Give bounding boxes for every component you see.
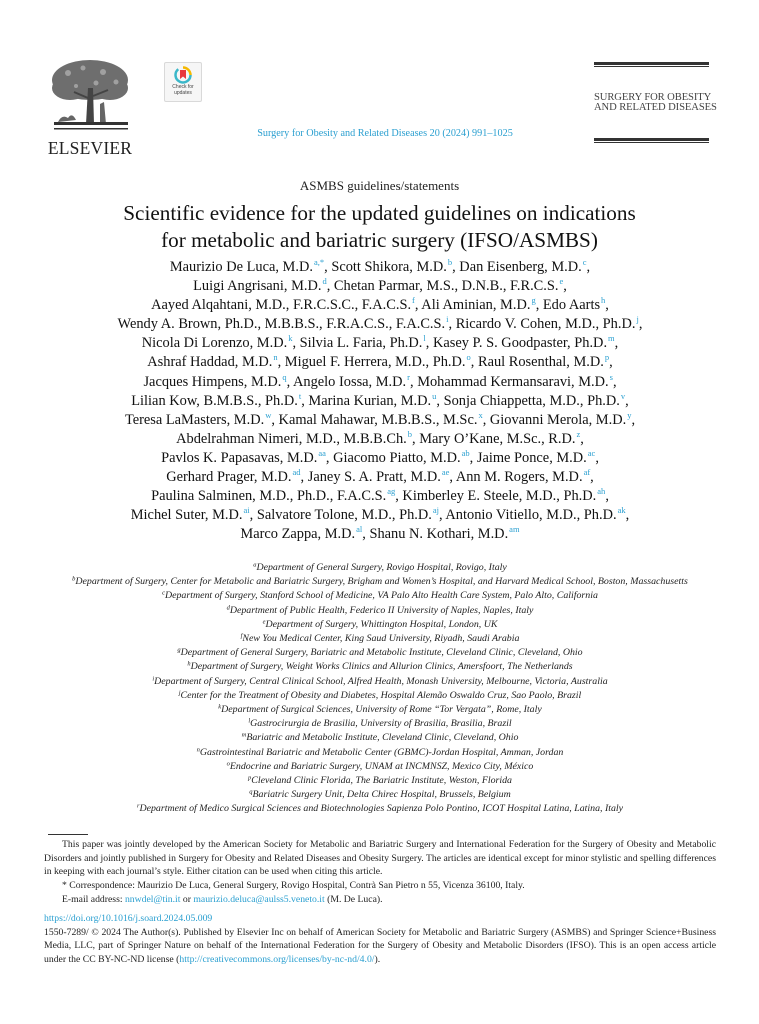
affiliation-ref-link[interactable]: ab [461,447,470,458]
affiliation-ref-link[interactable]: u [432,390,437,401]
author-name: Marina Kurian, M.D. [308,392,432,409]
affiliation-ref-link[interactable]: am [509,524,520,535]
affiliation-ref-link[interactable]: d [322,276,327,287]
affiliation-key: o [226,760,230,768]
author-line: Teresa LaMasters, M.D.$^w$, Kamal Mahawar, M.B.B.S., M.Sc.$^x$, Giovanni Merola, M.D.$^y$, [124,409,636,428]
affiliation-ref-link[interactable]: c [582,257,587,267]
affiliation-ref-link[interactable]: n [273,352,278,363]
author-name: Gerhard Prager, M.D. [166,469,292,486]
author-name: Jacques Himpens, M.D. [143,373,282,390]
check-for-updates-label [165,85,201,96]
affiliation-ref-link[interactable]: ae [441,467,450,478]
correspondence-note: * Correspondence: Maurizio De Luca, General Surgery, Rovigo Hospital, Contrà San Pietro n 55, Vicenza 36100, Italy. [62,880,525,892]
author-name: Aayed Alqahtani, M.D., F.R.C.S.C., F.A.C.S. [151,297,412,314]
elsevier-tree-icon [48,58,132,136]
author-line: Jacques Himpens, M.D.$^q$, Angelo Iossa, M.D.$^r$, Mohammad Kermansaravi, M.D.$^s$, [143,371,617,390]
affiliation-ref-link[interactable]: b [407,428,412,439]
affiliation-item [50,589,710,603]
affiliation-item [50,760,710,774]
affiliation-item [50,632,710,646]
check-for-updates-button[interactable] [164,62,202,102]
affiliation-key: p [247,774,252,782]
crossmark-icon [174,66,192,84]
email-label: E-mail address: [62,893,125,905]
author-line: Nicola Di Lorenzo, M.D.$^k$, Silvia L. Faria, Ph.D.$^l$, Kasey P. S. Goodpaster, Ph.D.$^m$, [141,333,619,352]
affiliation-key: g [177,646,181,654]
affiliation-text: Department of Surgery, Whittington Hospital, London, UK [265,618,498,630]
affiliation-item [50,561,710,575]
affiliation-key: i [152,675,155,683]
author-name: Pavlos K. Papasavas, M.D. [161,449,318,466]
author-name: Marco Zappa, M.D. [240,526,356,543]
affiliation-text: Department of Public Health, Federico II University of Naples, Naples, Italy [229,604,534,616]
email-or: or [180,893,194,905]
license-link[interactable]: http://creativecommons.org/licenses/by-nc-nd/4.0/ [179,953,375,965]
affiliation-text: Endocrine and Bariatric Surgery, UNAM at INCMNSZ, Mexico City, México [229,760,534,772]
affiliation-text: Department of Surgery, Weight Works Clinics and Allurion Clinics, Amersfoort, The Netherlands [190,661,573,673]
affiliation-text: New You Medical Center, King Saud University, Riyadh, Saudi Arabia [242,633,520,645]
author-name: Antonio Vitiello, M.D., Ph.D. [445,507,617,524]
author-name: Kasey P. S. Goodpaster, Ph.D. [432,335,608,352]
author-name: Ann M. Rogers, M.D. [455,469,583,486]
author-name: Angelo Iossa, M.D. [293,373,407,390]
affiliation-ref-link[interactable]: ak [617,505,626,516]
affiliation-item [50,788,710,802]
author-name: Scott Shikora, M.D. [331,259,447,275]
affiliation-key: q [249,788,253,796]
author-name: Ashraf Haddad, M.D. [147,354,273,371]
journal-citation-link[interactable]: Surgery for Obesity and Related Diseases 20 (2024) 991–1025 [257,128,513,139]
author-name: Kimberley E. Steele, M.D., Ph.D. [402,488,597,505]
affiliation-key: d [226,604,230,612]
affiliation-item [50,618,710,632]
brand-rule-top [594,62,709,67]
author-name: Raul Rosenthal, M.D. [477,354,604,371]
affiliation-ref-link[interactable]: g [531,295,536,306]
elsevier-wordmark: ELSEVIER [47,138,133,158]
author-name: Teresa LaMasters, M.D. [124,411,265,428]
copyright-end: ). [374,953,381,965]
affiliation-ref-link[interactable]: f [412,295,415,306]
affiliation-ref-link[interactable]: h [601,295,606,306]
journal-brand [594,62,729,152]
affiliation-item [50,703,710,717]
author-name: Giacomo Piatto, M.D. [333,449,461,466]
author-name: Luigi Angrisani, M.D. [193,278,322,295]
elsevier-logo[interactable] [38,58,142,158]
author-line: Gerhard Prager, M.D.$^{ad}$, Janey S. A. Pratt, M.D.$^{ae}$, Ann M. Rogers, M.D.$^{af}$, [166,467,594,486]
affiliation-item [50,774,710,788]
affiliation-ref-link[interactable]: e [559,276,564,287]
author-name: Jaime Ponce, M.D. [476,449,587,466]
footnote-divider [48,834,88,835]
email-link-1[interactable]: nnwdel@tin.it [124,893,181,905]
brand-line-2: AND RELATED DISEASES [594,101,717,113]
affiliation-ref-link[interactable]: ai [243,505,250,516]
affiliation-item [50,604,710,618]
affiliation-ref-link[interactable]: t [298,390,302,401]
author-line: Aayed Alqahtani, M.D., F.R.C.S.C., F.A.C.S.$^f$, Ali Aminian, M.D.$^g$, Edo Aarts$^h$, [151,295,609,314]
affiliation-key: c [162,589,165,597]
affiliation-item [50,660,710,674]
affiliation-ref-link[interactable]: x [478,409,483,420]
author-name: Edo Aarts [542,297,601,314]
affiliation-ref-link[interactable]: w [265,409,272,420]
affiliation-key: h [187,660,191,668]
affiliation-text: Gastrointestinal Bariatric and Metabolic Center (GBMC)-Jordan Hospital, Amman, Jordan [199,746,564,758]
affiliation-text: Gastrocirurgia de Brasilia, University of Brasilia, Brasilia, Brazil [250,718,512,730]
affiliation-ref-link[interactable]: j [636,314,639,325]
author-name: Shanu N. Kothari, M.D. [369,526,509,543]
affiliation-item [50,717,710,731]
author-name: Dan Eisenberg, M.D. [459,259,582,275]
author-name: Mary O’Kane, M.Sc., R.D. [419,430,576,447]
affiliation-ref-link[interactable]: o [466,352,471,363]
author-line: Luigi Angrisani, M.D.$^d$, Chetan Parmar, M.S., D.N.B., F.R.C.S.$^e$, [193,276,567,295]
affiliation-text: Department of Medico Surgical Sciences and Biotechnologies Sapienza Polo Pontino, ICOT Hospital Latina, Latina, Italy [139,803,624,815]
affiliation-ref-link[interactable]: aa [318,447,326,458]
author-line: Ashraf Haddad, M.D.$^n$, Miguel F. Herrera, M.D., Ph.D.$^o$, Raul Rosenthal, M.D.$^p$, [147,352,613,371]
copyright-text [44,926,716,967]
brand-rule-bottom [594,138,709,143]
author-line: Lilian Kow, B.M.B.S., Ph.D.$^t$, Marina Kurian, M.D.$^u$, Sonja Chiappetta, M.D., Ph.D.$^v$, [131,390,629,409]
affiliation-key: k [218,703,222,711]
affiliation-key: l [248,717,251,725]
footnotes [44,838,716,907]
affiliation-text: Department of Surgical Sciences, University of Rome “Tor Vergata”, Rome, Italy [221,704,542,716]
author-name: Kamal Mahawar, M.B.B.S., M.Sc. [278,411,478,428]
doi-link[interactable]: https://doi.org/10.1016/j.soard.2024.05.009 [44,913,213,924]
affiliation-ref-link[interactable]: q [282,371,287,382]
affiliation-text: Department of General Surgery, Rovigo Hospital, Rovigo, Italy [256,562,507,573]
affiliation-ref-link[interactable]: a,* [313,257,325,267]
email-suffix: (M. De Luca). [324,893,383,905]
affiliation-text: Department of General Surgery, Bariatric and Metabolic Institute, Cleveland Clinic, Cleveland, Ohio [180,647,583,659]
author-name: Giovanni Merola, M.D. [489,411,627,428]
author-line: Michel Suter, M.D.$^{ai}$, Salvatore Tolone, M.D., Ph.D.$^{aj}$, Antonio Vitiello, M.D., Ph.D.$^{ak}$, [130,505,630,524]
title-line-2: for metabolic and bariatric surgery (IFSO/ASMBS) [161,228,598,252]
author-name: Miguel F. Herrera, M.D., Ph.D. [284,354,466,371]
author-name: Lilian Kow, B.M.B.S., Ph.D. [131,392,298,409]
author-line: Wendy A. Brown, Ph.D., M.B.B.S., F.R.A.C.S., F.A.C.S.$^i$, Ricardo V. Cohen, M.D., Ph.D.$^j$, [117,314,643,333]
affiliation-key: f [240,632,243,640]
email-link-2[interactable]: maurizio.deluca@aulss5.veneto.it [193,893,325,905]
affiliation-item [50,646,710,660]
affiliation-ref-link[interactable]: m [608,333,615,344]
author-line: Marco Zappa, M.D.$^{al}$, Shanu N. Kothari, M.D.$^{am}$ [240,524,520,543]
affiliation-item [50,575,710,589]
author-line: Paulina Salminen, M.D., Ph.D., F.A.C.S.$^{ag}$, Kimberley E. Steele, M.D., Ph.D.$^{ah}$, [151,486,609,505]
affiliation-text: Center for the Treatment of Obesity and Diabetes, Hospital Alemão Oswaldo Cruz, Sao Paolo, Brazil [180,689,582,701]
affiliation-key: e [262,618,266,626]
author-name: Abdelrahman Nimeri, M.D., M.B.B.Ch. [176,430,407,447]
affiliation-item [50,746,710,760]
author-name: Chetan Parmar, M.S., D.N.B., F.R.C.S. [333,278,559,295]
affiliation-ref-link[interactable]: ad [292,467,301,478]
affiliation-ref-link[interactable]: aj [432,505,439,516]
author-name: Ricardo V. Cohen, M.D., Ph.D. [455,316,636,333]
affiliation-key: b [72,575,76,583]
journal-brand-text [594,93,717,112]
affiliation-item [50,675,710,689]
affiliation-ref-link[interactable]: r [407,371,410,382]
affiliation-key: n [196,746,200,754]
affiliation-text: Department of Surgery, Central Clinical School, Alfred Health, Monash University, Melbourne, Victoria, Australia [154,675,608,687]
brand-line-1: SURGERY FOR OBESITY [594,92,712,103]
affiliation-ref-link[interactable]: l [423,333,426,344]
author-line: Maurizio De Luca, M.D.$^{a,*}$, Scott Shikora, M.D.$^b$, Dan Eisenberg, M.D.$^c$, [169,257,591,275]
affiliation-key: m [241,731,247,739]
affiliation-ref-link[interactable]: ag [387,486,396,497]
affiliation-item [50,689,710,703]
author-line: Pavlos K. Papasavas, M.D.$^{aa}$, Giacomo Piatto, M.D.$^{ab}$, Jaime Ponce, M.D.$^{ac}$, [161,447,599,466]
author-name: Sonja Chiappetta, M.D., Ph.D. [443,392,620,409]
affiliation-ref-link[interactable]: k [288,333,293,344]
article-section: ASMBS guidelines/statements [299,178,460,193]
affiliation-ref-link[interactable]: af [583,467,591,478]
affiliation-ref-link[interactable]: s [609,371,613,382]
title-line-1: Scientific evidence for the updated guidelines on indications [123,201,636,225]
author-name: Paulina Salminen, M.D., Ph.D., F.A.C.S. [151,488,387,505]
affiliation-text: Bariatric and Metabolic Institute, Cleveland Clinic, Cleveland, Ohio [246,732,519,744]
updates-label: updates [174,89,192,96]
author-name: Janey S. A. Pratt, M.D. [307,469,441,486]
author-name: Nicola Di Lorenzo, M.D. [141,335,288,352]
affiliation-item [50,802,710,816]
affiliation-ref-link[interactable]: ac [587,447,596,458]
check-for-label: Check for [172,84,194,90]
affiliation-ref-link[interactable]: al [356,524,363,535]
affiliation-list [50,561,710,817]
author-name: Mohammad Kermansaravi, M.D. [417,373,609,390]
affiliation-key: a [253,561,257,569]
author-name: Wendy A. Brown, Ph.D., M.B.B.S., F.R.A.C.S., F.A.C.S. [117,316,446,333]
author-name: Salvatore Tolone, M.D., Ph.D. [256,507,432,524]
affiliation-ref-link[interactable]: p [604,352,610,363]
author-list [40,258,720,544]
author-name: Silvia L. Faria, Ph.D. [299,335,423,352]
affiliation-ref-link[interactable]: i [446,314,449,325]
affiliation-ref-link[interactable]: v [620,390,626,401]
affiliation-ref-link[interactable]: ah [597,486,606,497]
doi-copyright-block [44,912,716,966]
author-name: Maurizio De Luca, M.D. [169,259,313,275]
affiliation-text: Bariatric Surgery Unit, Delta Chirec Hospital, Brussels, Belgium [252,789,511,801]
affiliation-ref-link[interactable]: y [627,409,632,420]
affiliation-item [50,731,710,745]
affiliation-key: r [136,802,140,810]
author-name: Ali Aminian, M.D. [421,297,531,314]
affiliation-text: Department of Surgery, Stanford School of Medicine, VA Palo Alto Health Care System, Palo Alto, California [164,590,598,602]
affiliation-text: Cleveland Clinic Florida, The Bariatric Institute, Weston, Florida [251,775,512,787]
author-line: Abdelrahman Nimeri, M.D., M.B.B.Ch.$^b$, Mary O’Kane, M.Sc., R.D.$^z$, [176,428,584,447]
email-line [44,893,716,907]
copyright-statement: 1550-7289/ © 2024 The Author(s). Published by Elsevier Inc on behalf of American Society for Metabolic and Bariatric Surgery (ASMBS) and Springer Science+Business Media, LLC, part of Springer Nature on behalf of the International Federation for the Surgery of Obesity and Metabolic Disorders (IFSO). This is an open access article under the CC BY-NC-ND license ( [44,926,716,965]
joint-publication-note: This paper was jointly developed by the American Society for Metabolic and Bariatric Surgery and International Federation for the Surgery of Obesity and Metabolic Disorders and jointly published in Surgery for Obesity and Related Diseases and Obesity Surgery. The articles are identical except for minor stylistic and spelling differences in keeping with each journal’s style. Either citation can be used when citing this article. [44,839,716,878]
affiliation-ref-link[interactable]: b [447,257,453,267]
article-title [0,200,759,254]
author-name: Michel Suter, M.D. [130,507,243,524]
affiliation-ref-link[interactable]: z [576,428,581,439]
affiliation-key: j [178,689,181,697]
affiliation-text: Department of Surgery, Center for Metabolic and Bariatric Surgery, Brigham and Women’s Hospital, and Harvard Medical School, Boston, Massachusetts [75,576,688,588]
